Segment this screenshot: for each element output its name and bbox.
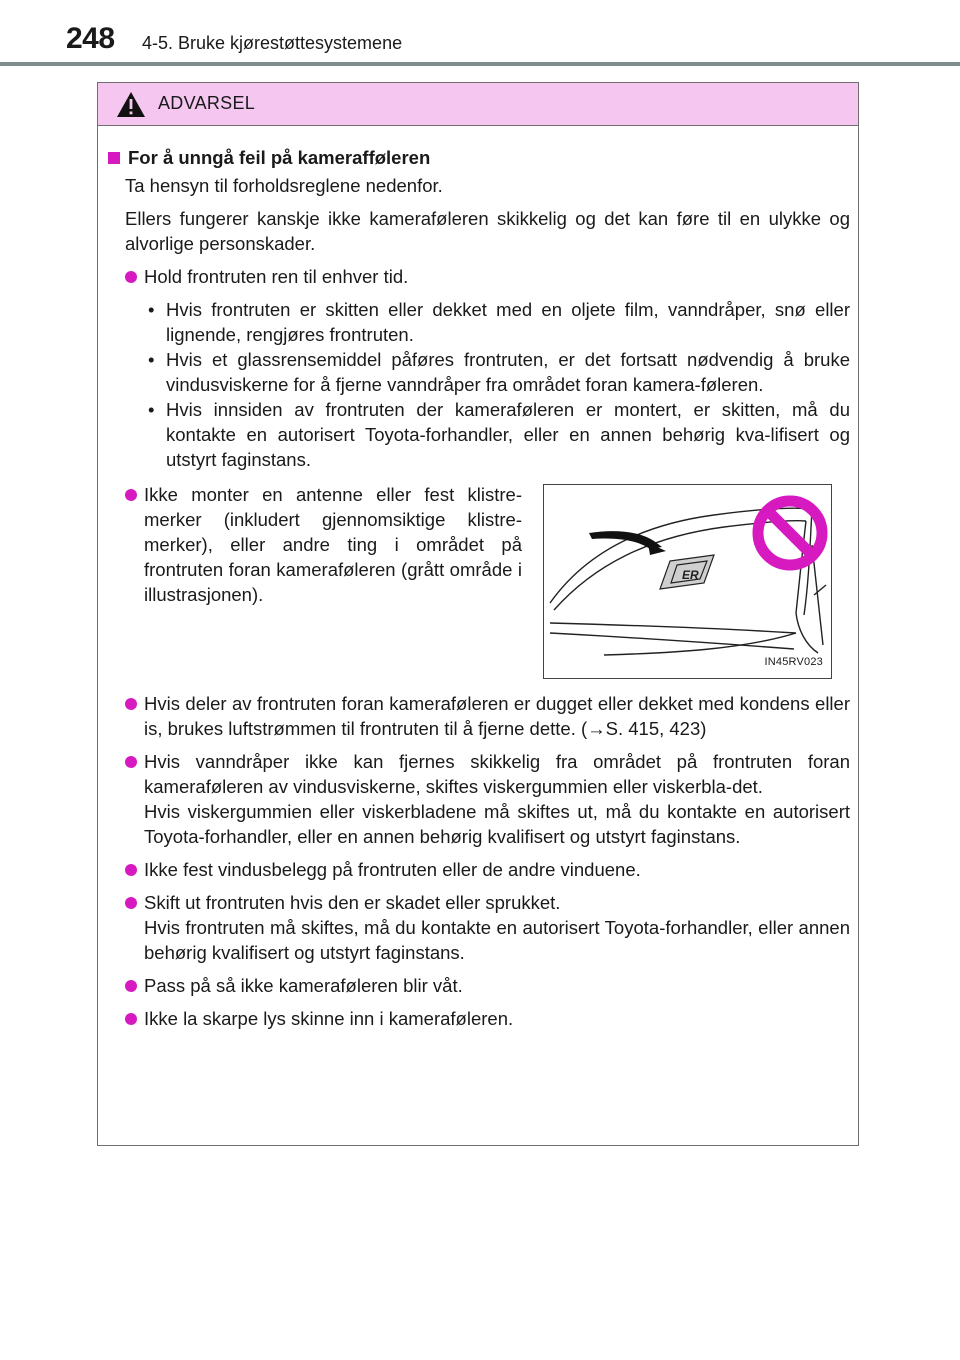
warning-body bbox=[98, 127, 858, 1145]
warning-box bbox=[97, 82, 859, 1146]
circle-bullet-icon bbox=[125, 897, 137, 909]
circle-bullet-icon bbox=[125, 756, 137, 768]
item-text: Pass på så ikke kameraføleren blir våt. bbox=[144, 975, 463, 996]
circle-bullet-icon bbox=[125, 864, 137, 876]
svg-text:ER: ER bbox=[682, 568, 699, 582]
risk-text: Ellers fungerer kanskje ikke kameraføleren skikkelig og det kan føre til en ulykke og alvorlige personskader. bbox=[125, 208, 850, 254]
item-text: Ikke fest vindusbelegg på frontruten eller de andre vinduene. bbox=[144, 859, 641, 880]
warning-title: ADVARSEL bbox=[158, 93, 256, 113]
section-title: 4-5. Bruke kjørestøttesystemene bbox=[142, 33, 403, 53]
list-item bbox=[106, 1006, 850, 1031]
list-item bbox=[106, 264, 850, 289]
item-text: Skift ut frontruten hvis den er skadet eller sprukket. bbox=[144, 892, 561, 913]
item-with-illustration bbox=[106, 482, 850, 679]
sub-item-text: Hvis et glassrensemiddel påføres frontruten, er det fortsatt nødvendig å bruke vindusviskerne for å fjerne vanndråper fra området foran kamera-føleren. bbox=[166, 349, 850, 395]
list-item bbox=[106, 691, 850, 741]
item-text: Ikke monter en antenne eller fest klistre-merker (inkludert gjennomsiktige klistre-merker), eller andre ting i området på frontruten foran kameraføleren (grått område i illustrasjonen). bbox=[144, 484, 522, 605]
circle-bullet-icon bbox=[125, 980, 137, 992]
list-item bbox=[106, 749, 850, 849]
item-text: Hvis deler av frontruten foran kameraføleren er dugget eller dekket med kondens eller is, brukes luftstrømmen til frontruten til å fjerne dette. (→S. 415, 423) bbox=[144, 693, 850, 739]
item-text: Hvis vanndråper ikke kan fjernes skikkelig fra området på frontruten foran kameraføleren av vindusviskerne, skiftes viskergummien eller viskerbla-det. bbox=[144, 751, 850, 797]
list-item bbox=[106, 973, 850, 998]
list-item bbox=[106, 482, 522, 607]
item-text: Hold frontruten ren til enhver tid. bbox=[144, 266, 409, 287]
square-bullet-icon bbox=[108, 152, 120, 164]
sub-list-item bbox=[106, 297, 850, 347]
warning-header bbox=[98, 83, 858, 126]
sub-list-item bbox=[106, 397, 850, 472]
dot-bullet-icon: • bbox=[148, 299, 155, 320]
dot-bullet-icon: • bbox=[148, 399, 155, 420]
circle-bullet-icon bbox=[125, 489, 137, 501]
page-header bbox=[0, 0, 960, 70]
item-text: Ikke la skarpe lys skinne inn i kameraføleren. bbox=[144, 1008, 514, 1029]
warning-triangle-icon bbox=[116, 91, 146, 118]
circle-bullet-icon bbox=[125, 1013, 137, 1025]
circle-bullet-icon bbox=[125, 271, 137, 283]
header-rule bbox=[0, 62, 960, 66]
intro-text: Ta hensyn til forholdsreglene nedenfor. bbox=[125, 175, 443, 196]
item-text-continued: Hvis frontruten må skiftes, må du kontakte en autorisert Toyota-forhandler, eller annen behørig kvalifisert og utstyrt faginstans. bbox=[144, 917, 850, 963]
circle-bullet-icon bbox=[125, 698, 137, 710]
topic-heading bbox=[106, 145, 850, 170]
windshield-camera-illustration bbox=[543, 484, 832, 679]
page-number: 248 bbox=[66, 22, 115, 55]
sub-item-text: Hvis innsiden av frontruten der kameraføleren er montert, er skitten, må du kontakte en autorisert Toyota-forhandler, eller en annen behørig kva-lifisert og utstyrt faginstans. bbox=[166, 399, 850, 470]
dot-bullet-icon: • bbox=[148, 349, 155, 370]
list-item bbox=[106, 890, 850, 965]
topic-text: For å unngå feil på kamerafføleren bbox=[128, 147, 431, 168]
item-text-continued: Hvis viskergummien eller viskerbladene må skiftes ut, må du kontakte en autorisert Toyota-forhandler, eller en annen behørig kvalifisert og utstyrt faginstans. bbox=[144, 801, 850, 847]
prohibition-icon bbox=[758, 501, 822, 565]
illustration-code: IN45RV023 bbox=[764, 656, 823, 668]
list-item bbox=[106, 857, 850, 882]
sub-item-text: Hvis frontruten er skitten eller dekket med en oljete film, vanndråper, snø eller lignende, rengjøres frontruten. bbox=[166, 299, 850, 345]
sub-list-item bbox=[106, 347, 850, 397]
